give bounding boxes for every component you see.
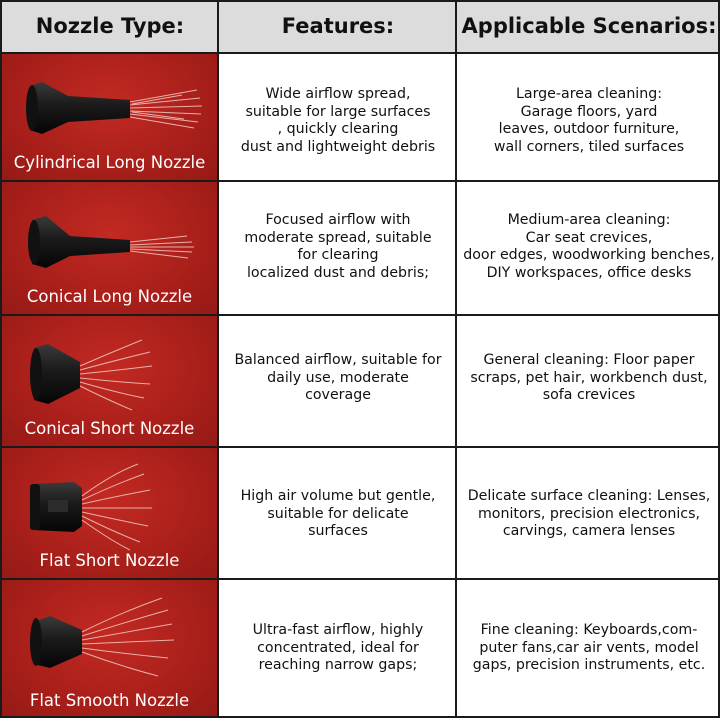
scenarios-text: Fine cleaning: Keyboards,com- puter fans,car air vents, model gaps, precision instruments, etc. [472, 622, 706, 673]
nozzle-image-cell [2, 316, 217, 446]
grid-line [0, 0, 2, 718]
nozzle-image-cell [2, 580, 217, 718]
nozzle-name: Conical Short Nozzle [24, 419, 195, 438]
nozzle-image-cell [2, 182, 217, 314]
grid-line [217, 0, 219, 718]
grid-line [0, 314, 720, 316]
features-text: Focused airflow with moderate spread, suitable for clearing localized dust and debris; [244, 212, 432, 281]
nozzle-image-cell [2, 54, 217, 180]
nozzle-name: Conical Long Nozzle [26, 287, 193, 306]
grid-line [0, 0, 720, 2]
nozzle-image-cell [2, 448, 217, 578]
flat-smooth-nozzle-icon [12, 594, 207, 684]
grid-line [0, 52, 720, 54]
nozzle-name: Cylindrical Long Nozzle [13, 153, 206, 172]
grid-line [455, 0, 457, 718]
table-row [0, 316, 720, 446]
flat-short-nozzle-icon [12, 462, 207, 552]
conical-long-nozzle-icon [12, 196, 207, 281]
grid-line [0, 578, 720, 580]
scenarios-text: General cleaning: Floor paper scraps, pet hair, workbench dust, sofa crevices [470, 352, 708, 403]
grid-line [0, 180, 720, 182]
nozzle-name: Flat Smooth Nozzle [29, 691, 190, 710]
features-text: Wide airflow spread, suitable for large surfaces , quickly clearing dust and lightweight debris [240, 86, 436, 155]
scenarios-text: Large-area cleaning: Garage floors, yard leaves, outdoor furniture, wall corners, tiled surfaces [493, 86, 685, 155]
cylindrical-long-nozzle-icon [12, 68, 207, 148]
table-row [0, 182, 720, 314]
header-nozzle-type: Nozzle Type: [35, 14, 185, 38]
scenarios-text: Medium-area cleaning: Car seat crevices, door edges, woodworking benches, DIY workspaces, office desks [463, 212, 715, 281]
header-features: Features: [281, 14, 395, 38]
features-text: High air volume but gentle, suitable for delicate surfaces [240, 488, 436, 539]
header-scenarios: Applicable Scenarios: [461, 14, 717, 38]
features-text: Balanced airflow, suitable for daily use, moderate coverage [234, 352, 442, 403]
features-text: Ultra-fast airflow, highly concentrated, ideal for reaching narrow gaps; [252, 622, 424, 673]
grid-line [0, 446, 720, 448]
scenarios-text: Delicate surface cleaning: Lenses, monitors, precision electronics, carvings, camera lenses [467, 488, 711, 539]
table-row [0, 580, 720, 718]
table-row [0, 54, 720, 180]
conical-short-nozzle-icon [12, 330, 207, 415]
nozzle-name: Flat Short Nozzle [39, 551, 180, 570]
table-row [0, 448, 720, 578]
